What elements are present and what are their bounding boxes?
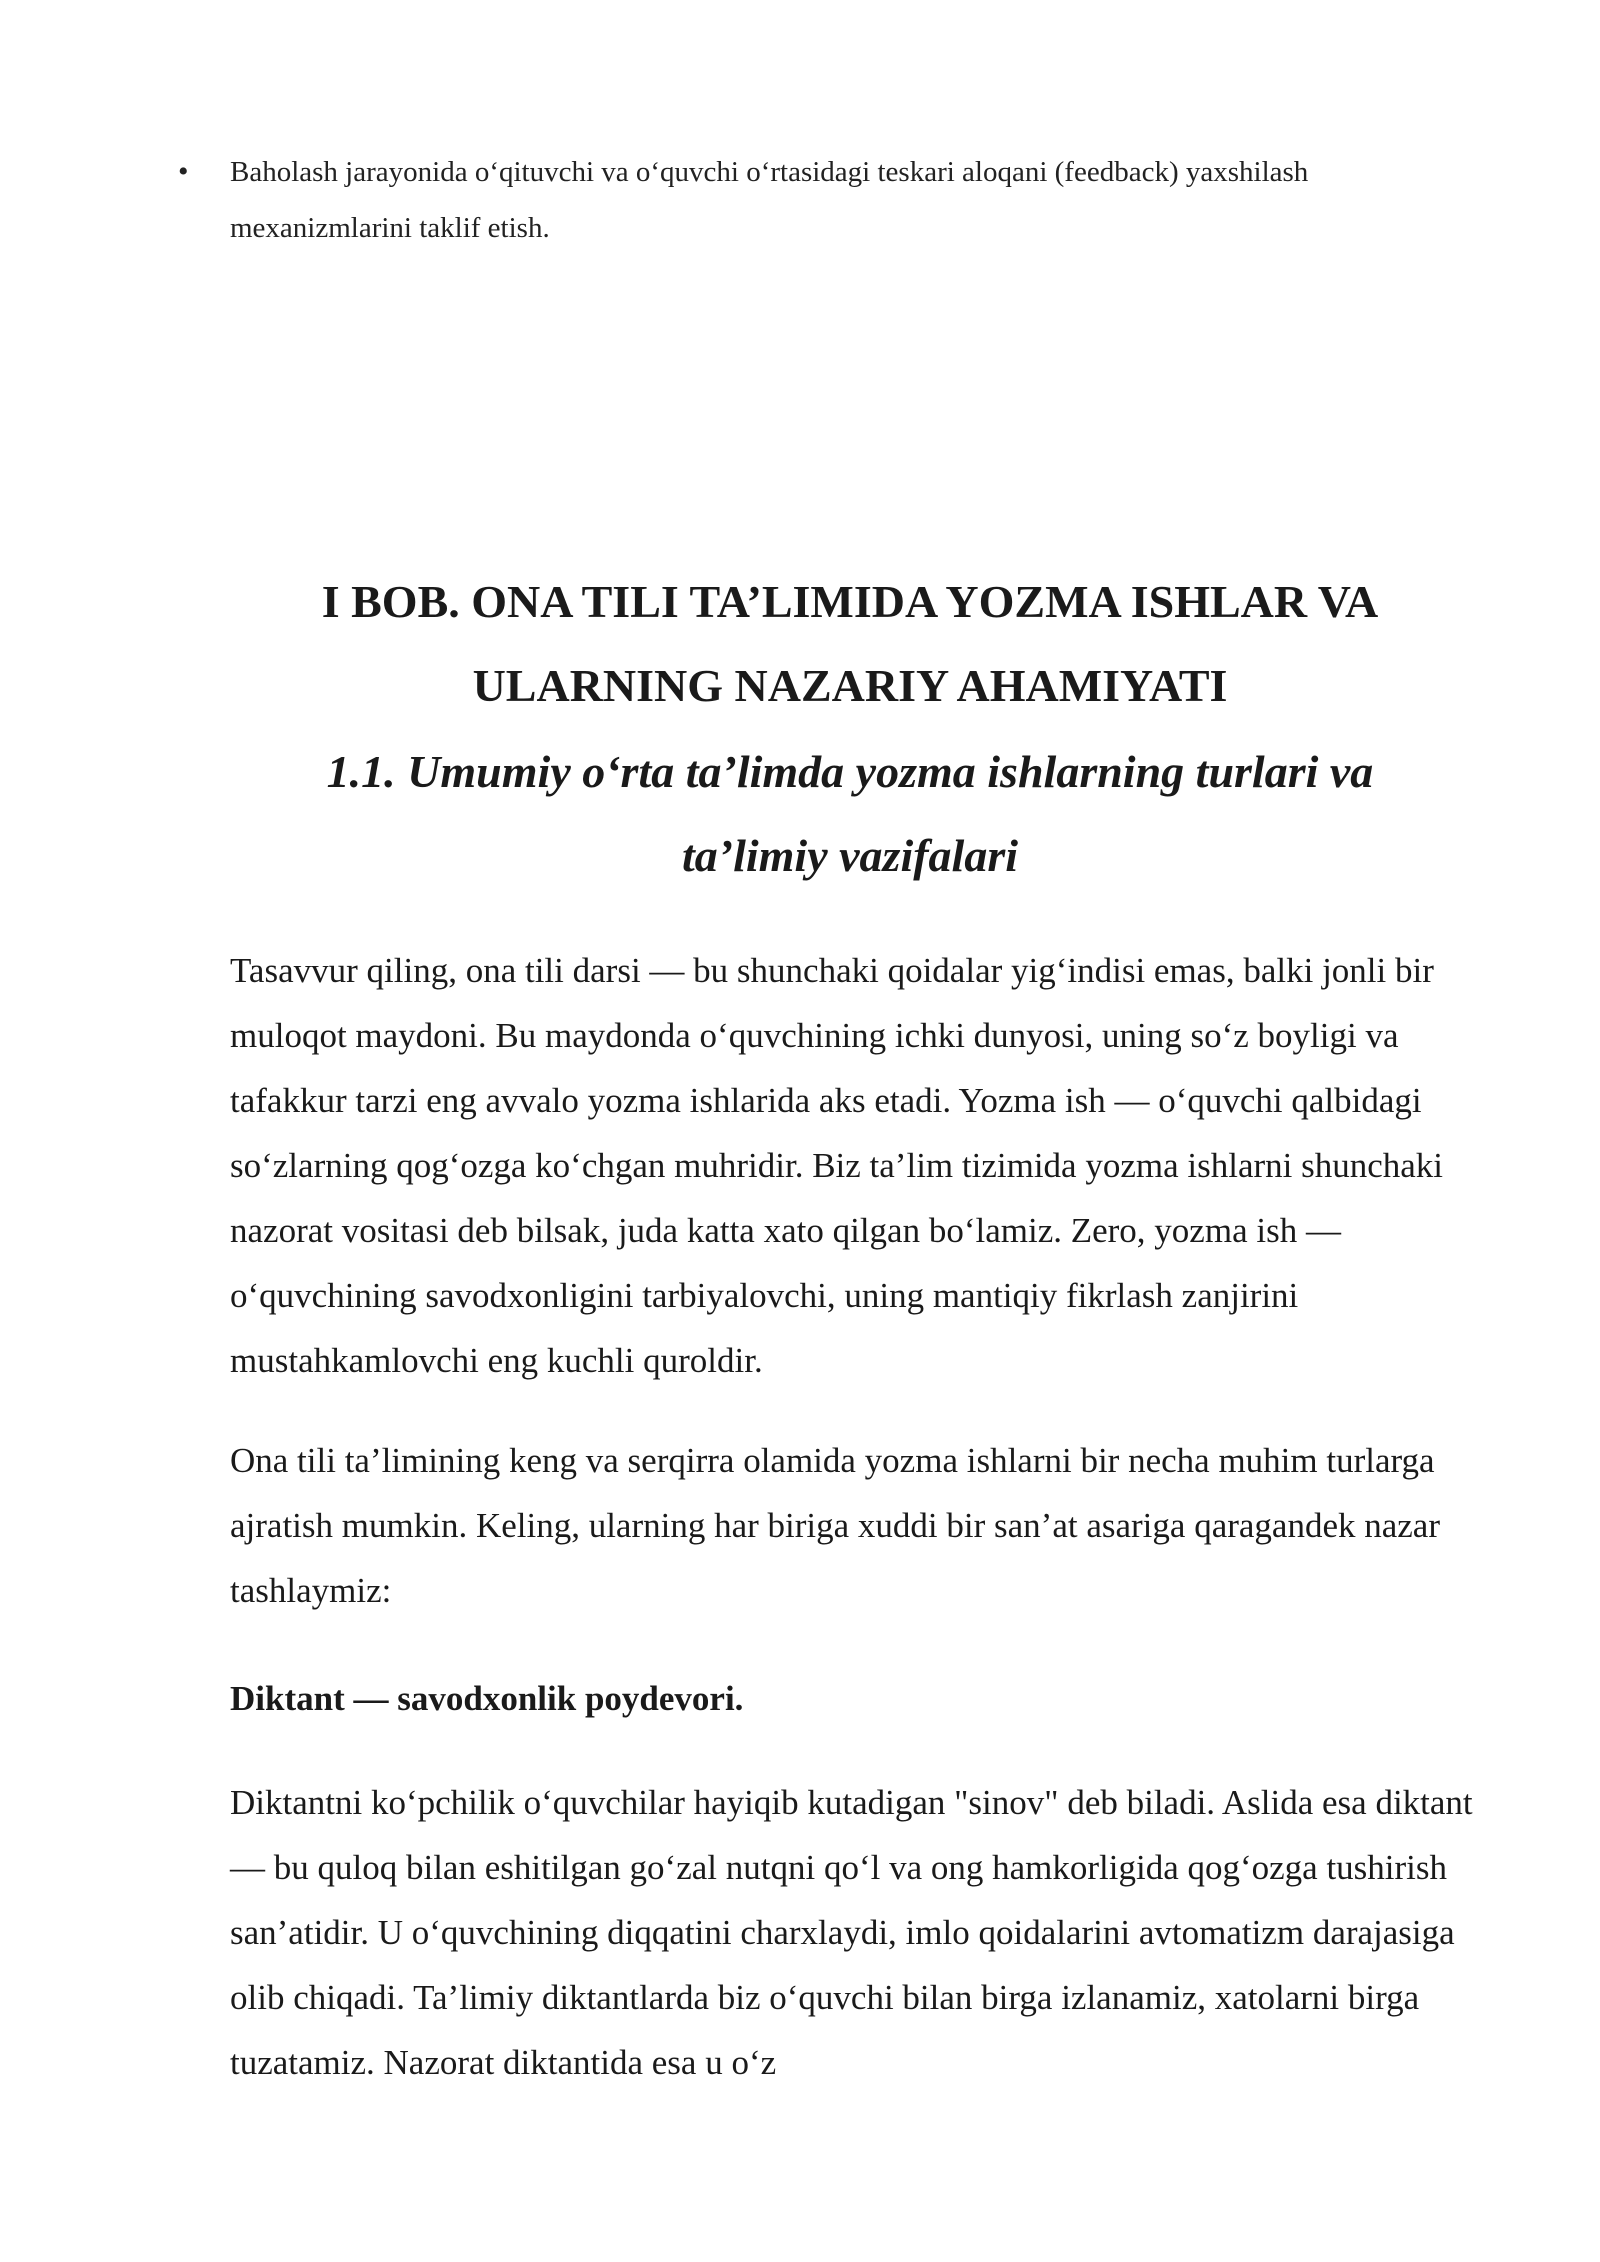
- list-item-text: Baholash jarayonida o‘qituvchi va o‘quvchi o‘rtasidagi teskari aloqani (feedback) yaxshilash mexanizmlarini taklif etish.: [230, 156, 1309, 244]
- chapter-title: I BOB. ONA TILI TA’LIMIDA YOZMA ISHLAR VA ULARNING NAZARIY AHAMIYATI: [321, 576, 1379, 711]
- body-paragraph: Tasavvur qiling, ona tili darsi — bu shunchaki qoidalar yig‘indisi emas, balki jonli bir muloqot maydoni. Bu maydonda o‘quvchining ichki dunyosi, uning so‘z boyligi va tafakkur tarzi eng avvalo yozma ishlarida aks etadi. Yozma ish — o‘quvchi qalbidagi so‘zlarning qog‘ozga ko‘chgan muhridir. Biz ta’lim tizimida yozma ishlarni shunchaki nazorat vositasi deb bilsak, juda katta xato qilgan bo‘lamiz. Zero, yozma ish — o‘quvchining savodxonligini tarbiyalovchi, uning mantiqiy fikrlash zanjirini mustahkamlovchi eng kuchli quroldir.: [230, 951, 1444, 1380]
- body-paragraph: Ona tili ta’limining keng va serqirra olamida yozma ishlarni bir necha muhim turlarga ajratish mumkin. Keling, ularning har biriga xuddi bir san’at asariga qaragandek nazar tashlaymiz:: [230, 1441, 1440, 1610]
- objectives-list: [178, 144, 1478, 256]
- body-paragraph: Diktantni ko‘pchilik o‘quvchilar hayiqib kutadigan "sinov" deb biladi. Aslida esa diktant — bu quloq bilan eshitilgan go‘zal nutqni qo‘l va ong hamkorligida qog‘ozga tushirish san’atidir. U o‘quvchining diqqatini charxlaydi, imlo qoidalarini avtomatizm darajasiga olib chiqadi. Ta’limiy diktantlarda biz o‘quvchi bilan birga izlanamiz, xatolarni birga tuzatamiz. Nazorat diktantida esa u o‘z: [230, 1783, 1473, 2082]
- list-item: [178, 144, 1478, 256]
- subheading: Diktant — savodxonlik poydevori.: [230, 1679, 744, 1718]
- bullet-icon: •: [178, 155, 189, 188]
- section-title: 1.1. Umumiy o‘rta ta’limda yozma ishlarning turlari va ta’limiy vazifalari: [326, 746, 1374, 881]
